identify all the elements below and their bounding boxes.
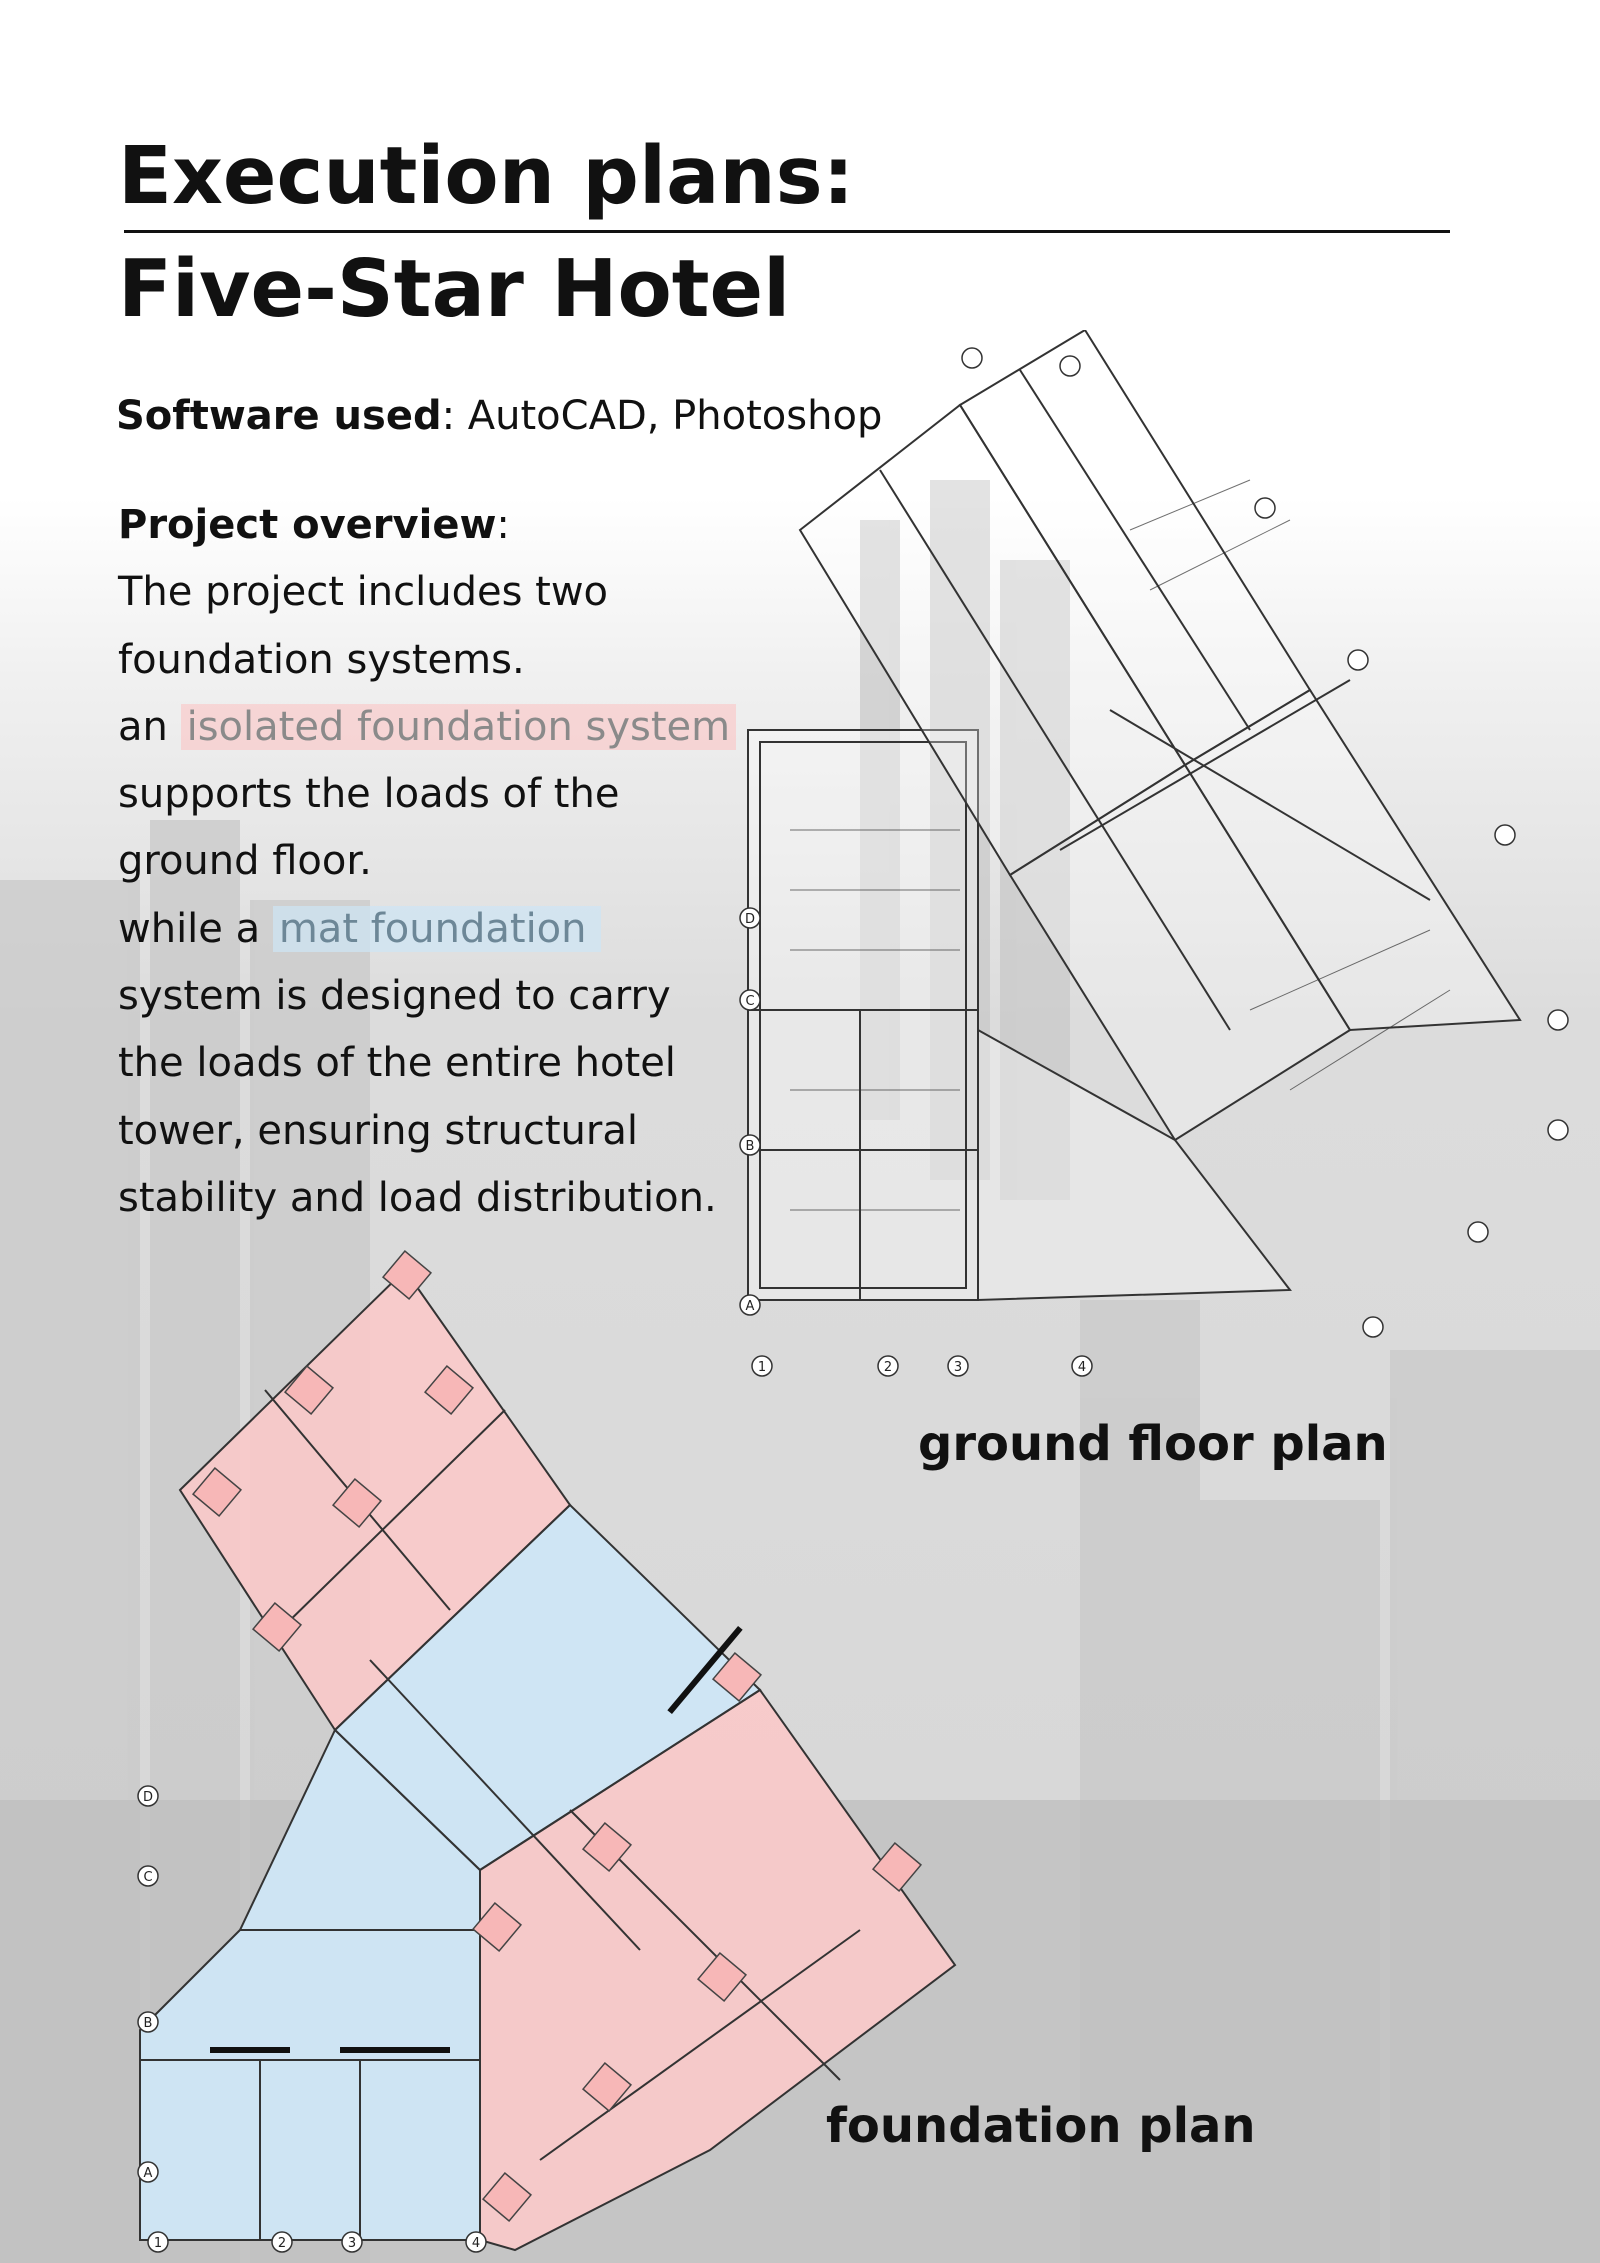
foundation-grid-label: 2 [277,2236,287,2251]
overview-line: ground floor. [118,838,372,885]
isolated-foundation-highlight: isolated foundation system [181,704,737,750]
foundation-plan-caption: foundation plan [826,2098,1256,2154]
ground-grid-label: A [745,1299,755,1314]
title-divider [124,230,1450,233]
software-value: : AutoCAD, Photoshop [441,393,883,439]
overview-line: the loads of the entire hotel [118,1040,676,1087]
ground-grid-label: D [744,912,756,927]
foundation-grid-label: 1 [153,2236,163,2251]
overview-line: stability and load distribution. [118,1174,717,1221]
foundation-grid-label: D [142,1790,154,1805]
foundation-grid-label: C [143,1870,153,1885]
overview-line: The project includes two [118,569,608,616]
overview-line: tower, ensuring structural [118,1107,638,1154]
ground-grid-label: C [745,994,755,1009]
ground-grid-label: 4 [1077,1360,1087,1375]
ground-grid-label: B [745,1139,755,1154]
ground-floor-plan-caption: ground floor plan [918,1416,1388,1472]
ground-grid-label: 3 [953,1360,963,1375]
ground-grid-label: 1 [757,1360,767,1375]
overview-line: while a mat foundation [118,896,758,963]
overview-heading: Project overview: [118,502,510,548]
overview-line: system is designed to carry [118,973,671,1020]
project-overview [118,492,758,1232]
foundation-grid-label: B [143,2016,153,2031]
software-label: Software used [116,393,442,439]
overview-line: an isolated foundation system [118,694,758,761]
mat-foundation-highlight: mat foundation [273,906,601,952]
foundation-grid-label: 3 [347,2236,357,2251]
project-title: Five-Star Hotel [118,243,791,335]
page-title: Execution plans: [118,130,855,222]
overview-line: foundation systems. [118,636,525,683]
ground-grid-label: 2 [883,1360,893,1375]
foundation-grid-label: A [143,2166,153,2181]
foundation-grid-label: 4 [471,2236,481,2251]
overview-line: supports the loads of the [118,771,620,818]
